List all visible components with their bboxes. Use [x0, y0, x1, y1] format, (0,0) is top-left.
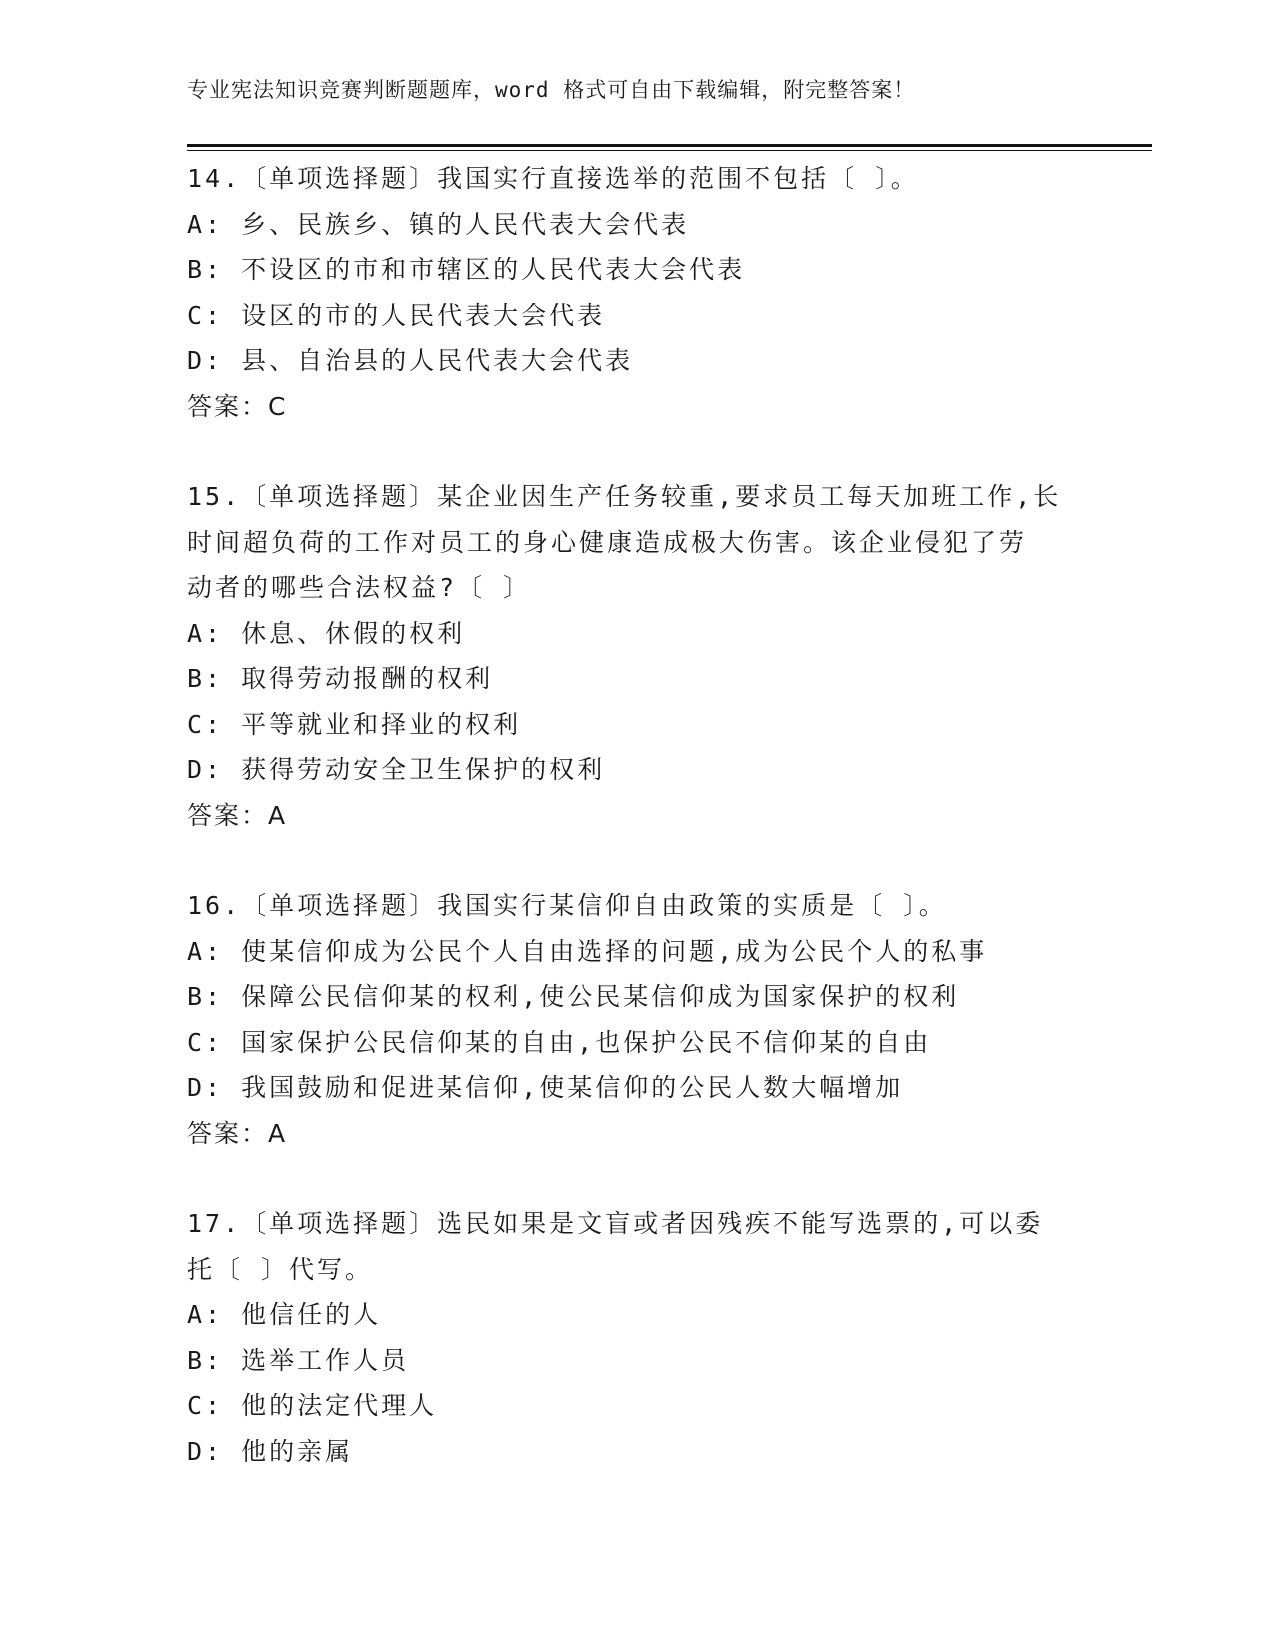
- question-17: [187, 1201, 1087, 1474]
- answer: 答案：A: [187, 800, 288, 830]
- option-c: C: 他的法定代理人: [187, 1391, 438, 1420]
- option-d: D: 县、自治县的人民代表大会代表: [187, 346, 634, 375]
- question-stem: 托〔 〕代写。: [187, 1254, 374, 1284]
- question-stem: 15.〔单项选择题〕某企业因生产任务较重,要求员工每天加班工作,长: [187, 482, 1062, 511]
- page-header: 专业宪法知识竞赛判断题题库，word 格式可自由下载编辑，附完整答案！: [187, 78, 916, 102]
- option-a: A: 休息、休假的权利: [187, 618, 466, 648]
- header-rule-thick: [187, 144, 1152, 147]
- question-stem: 16.〔单项选择题〕我国实行某信仰自由政策的实质是〔 〕。: [187, 891, 947, 920]
- option-d: D: 他的亲属: [187, 1436, 354, 1466]
- option-d: D: 我国鼓励和促进某信仰,使某信仰的公民人数大幅增加: [187, 1073, 904, 1102]
- answer: 答案：A: [187, 1118, 288, 1148]
- option-c: C: 平等就业和择业的权利: [187, 709, 522, 739]
- question-list: [187, 156, 1087, 1519]
- option-b: B: 保障公民信仰某的权利,使公民某信仰成为国家保护的权利: [187, 982, 960, 1011]
- option-c: C: 设区的市的人民代表大会代表: [187, 300, 606, 330]
- option-a: A: 乡、民族乡、镇的人民代表大会代表: [187, 209, 690, 239]
- question-14: [187, 156, 1087, 429]
- option-b: B: 不设区的市和市辖区的人民代表大会代表: [187, 255, 746, 284]
- option-d: D: 获得劳动安全卫生保护的权利: [187, 755, 606, 784]
- option-a: A: 他信任的人: [187, 1300, 382, 1329]
- option-a: A: 使某信仰成为公民个人自由选择的问题,成为公民个人的私事: [187, 936, 988, 966]
- question-16: [187, 883, 1087, 1156]
- question-stem: 动者的哪些合法权益?〔 〕: [187, 573, 532, 602]
- answer: 答案：C: [187, 391, 288, 421]
- option-c: C: 国家保护公民信仰某的自由,也保护公民不信仰某的自由: [187, 1027, 932, 1057]
- question-stem: 17.〔单项选择题〕选民如果是文盲或者因残疾不能写选票的,可以委: [187, 1209, 1044, 1238]
- option-b: B: 选举工作人员: [187, 1345, 410, 1375]
- option-b: B: 取得劳动报酬的权利: [187, 664, 494, 693]
- header-rule-thin: [187, 150, 1152, 151]
- question-stem: 14.〔单项选择题〕我国实行直接选举的范围不包括〔 〕。: [187, 164, 919, 193]
- question-stem: 时间超负荷的工作对员工的身心健康造成极大伤害。该企业侵犯了劳: [187, 527, 1028, 557]
- question-15: [187, 474, 1087, 838]
